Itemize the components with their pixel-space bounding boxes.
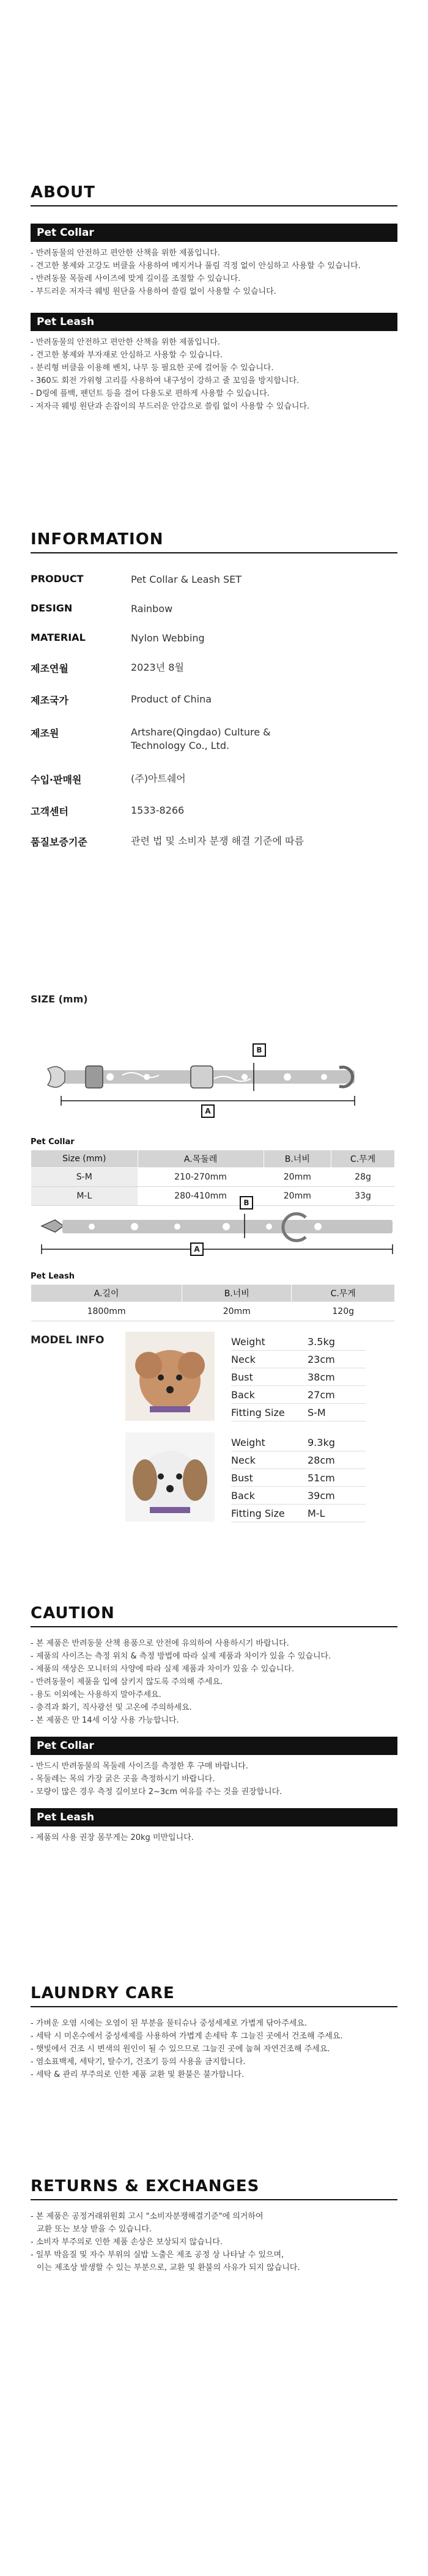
model-2-photo [125,1432,215,1522]
bullet-item: - 반려동물의 안전하고 편안한 산책을 위한 제품입니다. [31,249,220,258]
info-value [131,693,212,706]
info-value [131,573,242,586]
table-cell: S-M [31,1168,138,1187]
table-header: C.무게 [331,1150,395,1168]
bullet-item: - 가벼운 오염 시에는 오염이 된 부분을 물티슈나 중성세제로 가볍게 닦아주세요. [31,2019,308,2028]
bullet-item: - 햇빛에서 건조 시 변색의 원인이 될 수 있으므로 그늘진 곳에 눕혀 자연건조해 주세요. [31,2045,330,2054]
info-value [131,602,172,616]
model-1-info [231,1333,366,1421]
info-row [31,834,304,848]
bullet-item: 교환 또는 보상 받을 수 있습니다. [37,2225,152,2234]
model-spec-row [231,1505,366,1522]
info-key: 품질보증기준 [31,836,87,848]
bullet-item: - 본 제품은 만 14세 이상 사용 가능합니다. [31,1716,179,1725]
about-title: ABOUT [31,183,95,202]
table-header: C.무게 [292,1285,395,1302]
info-row [31,602,172,616]
info-row [31,772,186,786]
model-spec-value: 23cm [308,1353,335,1365]
caution-list [31,1637,397,1727]
table-header: B.너비 [182,1285,292,1302]
info-value-line: 관련 법 및 소비자 분쟁 해결 기준에 따름 [131,835,304,847]
info-value [131,834,304,848]
caution-leash-list [31,1831,397,1844]
model-info-title: MODEL INFO [31,1334,105,1346]
leash-dim-b: B [240,1196,253,1210]
table-header: Size (mm) [31,1150,138,1168]
bullet-item: - 저자극 웨빙 원단과 손잡이의 부드러운 안감으로 쓸림 없이 사용할 수 있습니다. [31,402,310,411]
info-row [31,804,184,818]
bullet-item: - 반드시 반려동물의 목둘레 사이즈를 측정한 후 구매 바랍니다. [31,1762,248,1771]
about-leash-bar: Pet Leash [31,313,397,331]
bullet-item: - 본 제품은 공정거래위원회 고시 "소비자분쟁해결기준"에 의거하여 [31,2212,264,2221]
info-value [131,632,205,645]
bullet-item: - 본 제품은 반려동물 산책 용품으로 안전에 유의하여 사용하시기 바랍니다. [31,1639,289,1648]
table-cell: 280-410mm [138,1187,264,1206]
collar-dim-a: A [201,1104,215,1118]
info-row [31,726,271,753]
model-spec-row [231,1333,366,1351]
model-spec-key: Weight [231,1436,265,1448]
table-cell: 1800mm [31,1302,182,1321]
returns-title: RETURNS & EXCHANGES [31,2177,260,2195]
model-spec-value: M-L [308,1507,325,1519]
caution-leash-bar: Pet Leash [31,1808,397,1826]
bullet-item: - 염소표백제, 세탁기, 탈수기, 건조기 등의 사용을 금지합니다. [31,2057,246,2067]
returns-rule [31,2199,397,2200]
bullet-item: - 목둘레는 목의 가장 굵은 곳을 측정하시기 바랍니다. [31,1775,215,1784]
collar-table-label: Pet Collar [31,1137,75,1147]
model-spec-key: Neck [231,1454,256,1466]
model-spec-row [231,1451,366,1469]
info-value-line: Nylon Webbing [131,632,205,644]
bullet-item: - 반려동물이 제품을 입에 삼키지 않도록 주의해 주세요. [31,1677,223,1687]
collar-dim-b: B [253,1043,266,1057]
leash-snap-hook [42,1220,64,1232]
info-value [131,804,184,817]
model-spec-row [231,1404,366,1421]
model-spec-row [231,1386,366,1404]
model-spec-value: 39cm [308,1489,335,1501]
collar-slider [86,1066,103,1088]
bullet-item: - 제품의 색상은 모니터의 사양에 따라 실제 제품과 차이가 있을 수 있습니다. [31,1665,295,1674]
laundry-title: LAUNDRY CARE [31,1984,175,2002]
bullet-item: - 견고한 봉제와 부자재로 안심하고 사용할 수 있습니다. [31,351,223,360]
leash-diagram [31,1194,397,1258]
model-spec-key: Bust [231,1371,253,1383]
info-key: DESIGN [31,602,73,614]
bullet-item: 이는 제조상 발생할 수 있는 부분으로, 교환 및 환불의 사유가 되지 않습니다. [37,2263,300,2272]
model-spec-value: 28cm [308,1454,335,1466]
caution-title: CAUTION [31,1604,115,1622]
size-label: SIZE (mm) [31,993,88,1005]
table-cell: 20mm [264,1168,331,1187]
returns-section [31,2177,397,2274]
info-value-line: 1533-8266 [131,805,185,816]
about-collar-list [31,247,397,298]
model-1-photo [125,1332,215,1421]
table-cell: M-L [31,1187,138,1206]
model-spec-value: 3.5kg [308,1335,335,1348]
model-spec-key: Weight [231,1335,265,1348]
information-section [31,530,397,553]
info-row [31,573,242,586]
bullet-item: - 부드러운 저자극 웨빙 원단을 사용하여 쓸림 없이 사용할 수 있습니다. [31,287,276,296]
table-cell: 120g [292,1302,395,1321]
table-cell: 33g [331,1187,395,1206]
info-value [131,661,184,674]
collar-buckle-male [48,1067,65,1087]
bullet-item: - 반려동물 목둘레 사이즈에 맞게 길이를 조절할 수 있습니다. [31,274,241,283]
bullet-item: - 소비자 부주의로 인한 제품 손상은 보상되지 않습니다. [31,2238,223,2247]
bullet-item: - 세탁 시 미온수에서 중성세제를 사용하여 가볍게 손세탁 후 그늘진 곳에서 건조해 주세요. [31,2032,343,2041]
bullet-item: - 세탁 & 관리 부주의로 인한 제품 교환 및 환불은 불가합니다. [31,2070,245,2079]
model-spec-key: Fitting Size [231,1406,285,1418]
returns-list [31,2210,397,2274]
info-value-line: Product of China [131,693,212,705]
model-spec-row [231,1487,366,1505]
bullet-item: - 360도 회전 가위형 고리를 사용하여 내구성이 강하고 줄 꼬임을 방지합니다. [31,376,300,385]
table-header: B.너비 [264,1150,331,1168]
leash-dim-a: A [190,1242,204,1256]
model-spec-value: 27cm [308,1388,335,1401]
table-cell: 210-270mm [138,1168,264,1187]
info-value [131,726,271,753]
model-spec-row [231,1368,366,1386]
model-spec-value: 38cm [308,1371,335,1383]
info-row [31,693,212,707]
about-leash-list [31,336,397,413]
info-value-line: Pet Collar & Leash SET [131,574,242,585]
table-header: A.목둘레 [138,1150,264,1168]
leash-size-table [31,1284,395,1321]
collar-buckle-female [191,1066,213,1088]
model-spec-key: Bust [231,1472,253,1484]
model-spec-value: S-M [308,1406,326,1418]
laundry-list [31,2017,397,2081]
model-spec-row [231,1469,366,1487]
information-title: INFORMATION [31,530,164,549]
caution-rule [31,1626,397,1627]
model-spec-value: 9.3kg [308,1436,335,1448]
laundry-section [31,1984,397,2081]
info-value-line: (주)아트쉐어 [131,773,186,784]
table-cell: 20mm [182,1302,292,1321]
leash-table-label: Pet Leash [31,1272,75,1281]
model-spec-row [231,1434,366,1451]
model-spec-key: Fitting Size [231,1507,285,1519]
table-cell: 28g [331,1168,395,1187]
info-value-line: Rainbow [131,603,173,615]
bullet-item: - 제품의 사용 권장 몸무게는 20kg 미만입니다. [31,1833,194,1842]
about-rule [31,205,397,206]
bullet-item: - 견고한 봉제와 고강도 버클을 사용하여 메지거나 풀림 걱정 없이 안심하고 사용할 수 있습니다. [31,261,361,271]
info-key: 제조국가 [31,695,68,706]
info-key: 제조원 [31,728,59,739]
info-value-line: Artshare(Qingdao) Culture & [131,726,271,738]
information-rule [31,552,397,553]
table-row [31,1168,395,1187]
about-collar-bar: Pet Collar [31,224,397,242]
info-key: 수입·판매원 [31,774,82,786]
caution-collar-bar: Pet Collar [31,1737,397,1755]
caution-collar-list [31,1760,397,1798]
bullet-item: - D링에 플백, 팬던트 등을 걸어 다용도로 편하게 사용할 수 있습니다. [31,389,270,398]
bullet-item: - 제품의 사이즈는 측정 위치 & 측정 방법에 따라 실제 제품과 차이가 있을 수 있습니다. [31,1652,331,1661]
bullet-item: - 일부 박음질 및 자수 부위의 실밥 노출은 제조 공정 상 나타날 수 있으며, [31,2250,284,2260]
bullet-item: - 용도 이외에는 사용하지 말아주세요. [31,1690,161,1699]
table-header: A.길이 [31,1285,182,1302]
info-key: MATERIAL [31,632,86,643]
info-key: 고객센터 [31,806,68,817]
model-spec-row [231,1351,366,1368]
info-key: 제조연월 [31,663,68,674]
model-spec-value: 51cm [308,1472,335,1484]
model-spec-key: Back [231,1388,255,1401]
model-2-info [231,1434,366,1522]
info-value [131,772,186,786]
info-row [31,661,184,675]
info-value-line: 2023년 8월 [131,662,184,673]
laundry-rule [31,2006,397,2007]
caution-section [31,1604,397,1844]
bullet-item: - 모량이 많은 경우 측정 길이보다 2~3cm 여유를 주는 것을 권장합니다. [31,1787,282,1797]
bullet-item: - 충격과 화기, 직사광선 및 고온에 주의하세요. [31,1703,192,1712]
bullet-item: - 반려동물의 안전하고 편안한 산책을 위한 제품입니다. [31,338,220,347]
info-row [31,632,205,645]
model-spec-key: Back [231,1489,255,1501]
info-key: PRODUCT [31,573,84,585]
bullet-item: - 분리형 버클을 이용해 벤치, 나무 등 필요한 곳에 걸어둘 수 있습니다. [31,363,274,373]
model-spec-key: Neck [231,1353,256,1365]
table-cell: 20mm [264,1187,331,1206]
about-section [31,183,397,413]
info-value-line: Technology Co., Ltd. [131,740,230,751]
table-row [31,1302,395,1321]
